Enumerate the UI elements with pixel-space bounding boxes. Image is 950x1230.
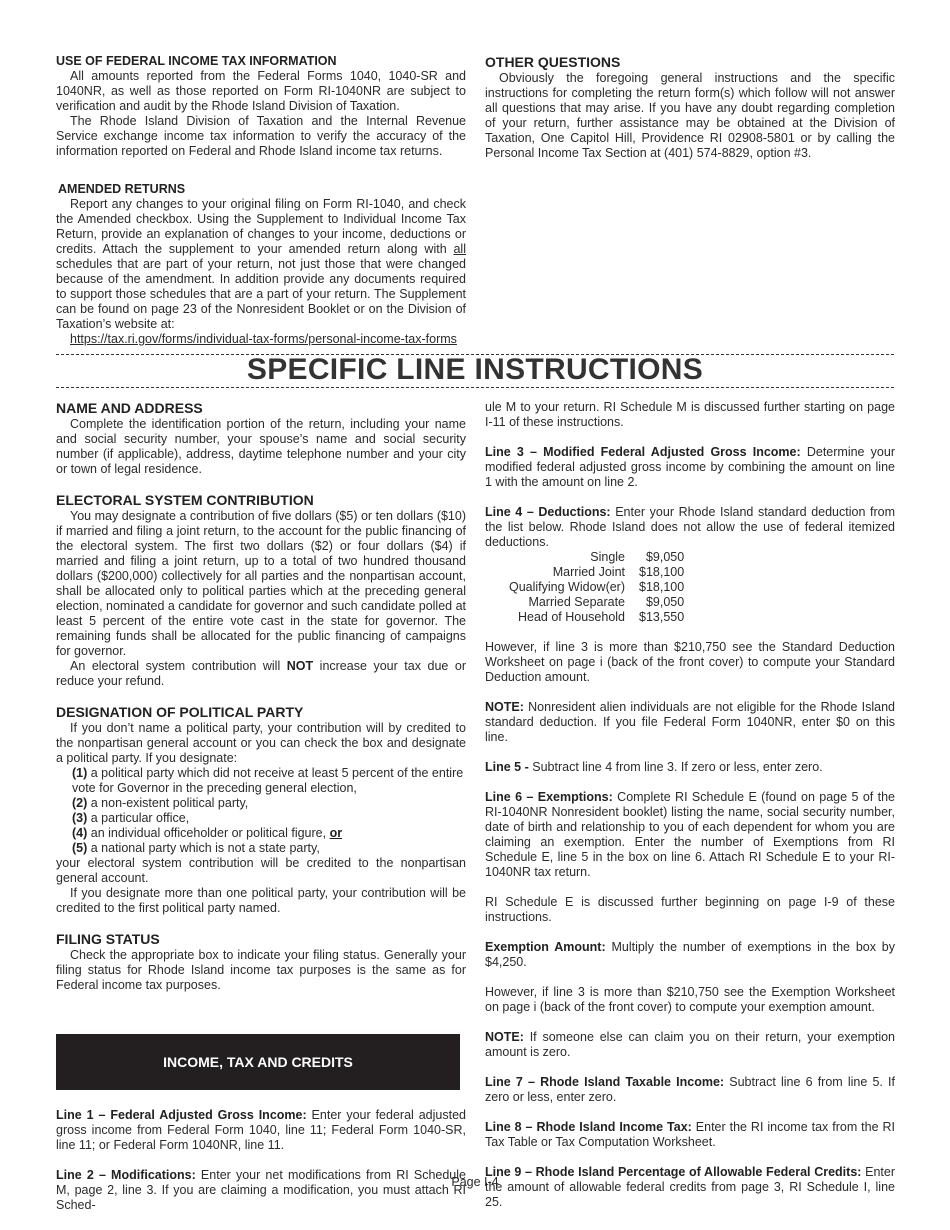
banner-bottom-divider [56, 387, 894, 388]
other-questions-paragraph: Obviously the foregoing general instructions and the specific instructions for completing the return form(s) which follow will not answer all questions that may arise. If you have any doubt regarding completion of your return, further assistance may be obtained at the Division of Taxation, One Capitol Hill, Providence RI 02908-5801 or by calling the Personal Income Tax Section at (401) 574-8829, option #3. [485, 71, 895, 160]
amended-returns-paragraph: Report any changes to your original filing on Form RI-1040, and check the Amended checkbox. Using the Supplement to Individual Income Tax Return, provide an explanation of changes to your income, deductions or credits. Attach the supplement to your amended return along with all schedules that are part of your return, not just those that were changed because of the amendment. In addition provide any documents required to support those schedules that are a part of your return. The Supplement can be found on page 23 of the Nonresident Booklet or on the Division of Taxation’s website at: [56, 197, 466, 331]
line-1-instruction: Line 1 – Federal Adjusted Gross Income: Enter your federal adjusted gross income from Federal Form 1040, line 11; Federal Form 1040-SR, line 11; or Federal Form 1040NR, line 11. [56, 1108, 466, 1152]
political-party-paragraph-1: If you don’t name a political party, your contribution will by credited to the nonpartisan general account or you can check the box and designate a political party. If you designate: [56, 721, 466, 765]
electoral-heading: ELECTORAL SYSTEM CONTRIBUTION [56, 492, 314, 508]
specific-line-instructions-title: SPECIFIC LINE INSTRUCTIONS [246, 353, 704, 386]
other-questions-heading: OTHER QUESTIONS [485, 54, 621, 70]
line-3-instruction: Line 3 – Modified Federal Adjusted Gross Income: Determine your modified federal adjusted gross income by combining the amount on line 1 with the amount on line 2. [485, 445, 895, 489]
standard-deduction-however: However, if line 3 is more than $210,750 see the Standard Deduction Worksheet on page i (back of the front cover) to compute your Standard Deduction amount. [485, 640, 895, 684]
federal-info-paragraph-1: All amounts reported from the Federal Forms 1040, 1040-SR and 1040NR, as well as those reported on Form RI-1040NR are subject to verification and audit by the Rhode Island Division of Taxation. [56, 69, 466, 113]
list-item: vote for Governor in the preceding general election, [72, 781, 357, 795]
page-number: Page I-4 [451, 1175, 499, 1189]
line-5-instruction: Line 5 - Subtract line 4 from line 3. If zero or less, enter zero. [485, 760, 823, 774]
line-4-instruction: Line 4 – Deductions: Enter your Rhode Island standard deduction from the list below. Rhode Island does not allow the use of federal itemized deductions. [485, 505, 895, 549]
note-exemption-zero: NOTE: If someone else can claim you on their return, your exemption amount is zero. [485, 1030, 895, 1059]
list-item: (3) a particular office, [72, 811, 190, 825]
note-nonresident-alien: NOTE: Nonresident alien individuals are not eligible for the Rhode Island standard deduction. If you file Federal Form 1040NR, enter $0 on this line. [485, 700, 895, 744]
political-party-paragraph-2: your electoral system contribution will be credited to the nonpartisan general account. [56, 856, 466, 885]
line-8-instruction: Line 8 – Rhode Island Income Tax: Enter the RI income tax from the RI Tax Table or Tax Computation Worksheet. [485, 1120, 895, 1149]
schedule-e-note: RI Schedule E is discussed further beginning on page I-9 of these instructions. [485, 895, 895, 924]
amended-returns-heading: AMENDED RETURNS [58, 182, 186, 196]
line-2-instruction: Line 2 – Modifications: Enter your net modifications from RI Schedule M, page 2, line 3. If you are claiming a modification, you must attach RI Sched- [56, 1168, 466, 1212]
exemption-however: However, if line 3 is more than $210,750 see the Exemption Worksheet on page i (back of the front cover) to compute your exemption amount. [485, 985, 895, 1014]
list-item: (1) a political party which did not receive at least 5 percent of the entire [72, 766, 464, 780]
filing-status-heading: FILING STATUS [56, 931, 160, 947]
line-7-instruction: Line 7 – Rhode Island Taxable Income: Subtract line 6 from line 5. If zero or less, enter zero. [485, 1075, 895, 1104]
line-instructions-left [56, 400, 466, 1213]
political-party-heading: DESIGNATION OF POLITICAL PARTY [56, 704, 304, 720]
standard-deduction-table [509, 550, 684, 625]
line-2-continued: ule M to your return. RI Schedule M is discussed further starting on page I-11 of these instructions. [485, 400, 895, 429]
table-row: Married Separate $9,050 [528, 595, 685, 609]
list-item: (5) a national party which is not a state party, [72, 841, 320, 855]
federal-info-heading: USE OF FEDERAL INCOME TAX INFORMATION [56, 54, 337, 68]
general-instructions-right [485, 54, 895, 161]
table-row: Head of Household $13,550 [517, 610, 685, 624]
exemption-amount-instruction: Exemption Amount: Multiply the number of exemptions in the box by $4,250. [485, 940, 895, 969]
line-9-instruction: Line 9 – Rhode Island Percentage of Allowable Federal Credits: Enter the amount of allowable federal credits from page 3, RI Schedule I, line 25. [485, 1165, 895, 1209]
forms-link[interactable]: https://tax.ri.gov/forms/individual-tax-forms/personal-income-tax-forms [70, 332, 457, 346]
electoral-paragraph-1: You may designate a contribution of five dollars ($5) or ten dollars ($10) if married and filing a joint return, to the account for the public financing of the electoral system. The first two dollars ($2) or four dollars ($4) if married and filing a joint return, up to a total of two hundred thousand dollars ($200,000) collectively for all parties and the nonpartisan account, shall be allocated only to political parties which at the preceding general election, nominated a candidate for governor and such candidate polled at least 5 percent of the entire vote cast in the state for governor. The remaining funds shall be allocated for the public financing of campaigns for governor. [56, 509, 467, 658]
table-row: Married Joint $18,100 [552, 565, 685, 579]
table-row: Single $9,050 [590, 550, 685, 564]
name-address-paragraph: Complete the identification portion of the return, including your name and social security number, your spouse’s name and social security number (if applicable), address, daytime telephone number and your city or town of legal residence. [56, 417, 466, 476]
line-6-instruction: Line 6 – Exemptions: Complete RI Schedule E (found on page 5 of the RI-1040NR Nonresident booklet) listing the name, social security number, date of birth and relationship to you of each dependent for whom you are claiming an exemption. Enter the number of Exemptions from RI Schedule E, line 5 in the box on line 6. Attach RI Schedule E to your RI-1040NR tax return. [485, 790, 895, 879]
list-item: (2) a non-existent political party, [72, 796, 249, 810]
name-address-heading: NAME AND ADDRESS [56, 400, 203, 416]
general-instructions-left [56, 54, 466, 347]
filing-status-paragraph: Check the appropriate box to indicate your filing status. Generally your filing status for Rhode Island income tax purposes is the same as for Federal income tax purposes. [56, 948, 466, 992]
political-party-paragraph-3: If you designate more than one political party, your contribution will be credited to the first political party named. [56, 886, 466, 915]
federal-info-paragraph-2: The Rhode Island Division of Taxation and the Internal Revenue Service exchange income tax information to verify the accuracy of the information reported on Federal and Rhode Island income tax returns. [56, 114, 466, 158]
income-tax-credits-title: INCOME, TAX AND CREDITS [163, 1053, 353, 1070]
electoral-paragraph-2: An electoral system contribution will NOT increase your tax due or reduce your refund. [56, 659, 466, 688]
line-instructions-right [485, 400, 895, 1210]
income-tax-credits-box [56, 1034, 460, 1090]
list-item: (4) an individual officeholder or political figure, or [72, 826, 343, 840]
table-row: Qualifying Widow(er) $18,100 [509, 580, 685, 594]
